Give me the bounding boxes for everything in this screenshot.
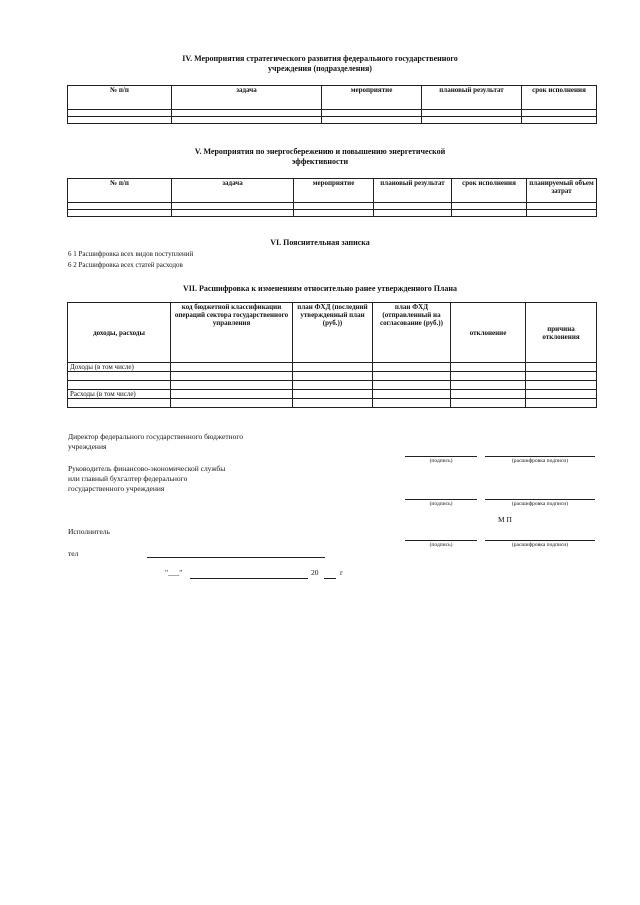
director-signature-line: [405, 456, 477, 457]
section5-title-line1: V. Мероприятия по энергосбережению и повышению энергетической: [194, 147, 446, 156]
caption-decoding: (расшифровка подписи): [511, 501, 569, 507]
finance-decoding-line: [485, 499, 595, 500]
date-suffix: г: [340, 568, 344, 577]
s4-col-event: мероприятие: [322, 86, 422, 110]
table-row: [68, 110, 597, 117]
table-row: [68, 203, 597, 210]
row-expenses-label: Расходы (в том числе): [68, 390, 171, 399]
s4-col-task: задача: [172, 86, 322, 110]
director-line2: учреждения: [68, 442, 107, 451]
table-row: [68, 117, 597, 124]
executor-label: Исполнитель: [68, 527, 110, 536]
table-row: [68, 390, 597, 399]
table-row: [68, 399, 597, 408]
s5-col-number: № п/п: [68, 179, 172, 203]
s5-col-task: задача: [172, 179, 294, 203]
s4-col-deadline: срок исполнения: [522, 86, 597, 110]
finance-signature-line: [405, 499, 477, 500]
caption-signature: (подпись): [429, 458, 453, 464]
phone-label: тел: [68, 549, 79, 558]
table-row: [68, 210, 597, 217]
executor-decoding-line: [485, 540, 595, 541]
s5-col-planned-result: плановый результат: [374, 179, 452, 203]
section7-table: [67, 302, 597, 408]
date-year-line: [324, 578, 336, 579]
section6-item1: 6 1 Расшифровка всех видов поступлений: [68, 250, 194, 258]
caption-decoding: (расшифровка подписи): [511, 542, 569, 548]
director-decoding-line: [485, 456, 595, 457]
table-row: [68, 372, 597, 381]
section6-title: VI. Пояснительная записка: [270, 238, 370, 247]
table-row: [68, 363, 597, 372]
section4-title-line2: учреждения (подразделения): [268, 64, 372, 73]
s7-col-sent-plan: план ФХД (отправленный на согласование (руб.)): [373, 303, 451, 363]
phone-line: [147, 557, 325, 558]
date-month-line: [190, 578, 308, 579]
seal-place: М П: [498, 515, 512, 524]
table-row: [68, 381, 597, 390]
finance-line1: Руководитель финансово-экономической службы: [68, 464, 226, 473]
director-line1: Директор федерального государственного бюджетного: [68, 432, 244, 441]
row-income-label: Доходы (в том числе): [68, 363, 171, 372]
s7-col-budget-code: код бюджетной классификации операций сектора государственного управления: [171, 303, 293, 363]
caption-decoding: (расшифровка подписи): [511, 458, 569, 464]
s5-col-deadline: срок исполнения: [452, 179, 527, 203]
section7-title: VII. Расшифровка к изменениям относительно ранее утвержденного Плана: [182, 284, 458, 293]
executor-signature-line: [405, 540, 477, 541]
s7-col-deviation: отклонение: [451, 303, 526, 363]
section5-title-line2: эффективности: [291, 157, 349, 166]
finance-line3: государственного учреждения: [68, 484, 165, 493]
s7-col-reason: причина отклонения: [526, 303, 597, 363]
s7-col-income-expenses: доходы, расходы: [68, 303, 171, 363]
caption-signature: (подпись): [429, 542, 453, 548]
section4-title-line1: IV. Мероприятия стратегического развития федерального государственного: [182, 54, 458, 63]
caption-signature: (подпись): [429, 501, 453, 507]
finance-line2: или главный бухгалтер федерального: [68, 474, 188, 483]
s7-col-last-plan: план ФХД (последний утвержденный план (руб.)): [293, 303, 373, 363]
s4-col-number: № п/п: [68, 86, 172, 110]
date-year: 20: [311, 568, 319, 577]
section4-table: [67, 85, 597, 124]
section5-table: [67, 178, 597, 217]
s5-col-event: мероприятие: [294, 179, 374, 203]
section6-item2: 6 2 Расшифровка всех статей расходов: [68, 261, 183, 269]
s4-col-planned-result: плановый результат: [422, 86, 522, 110]
s5-col-planned-costs: планируемый объем затрат: [527, 179, 597, 203]
date-day: "___": [165, 568, 183, 577]
